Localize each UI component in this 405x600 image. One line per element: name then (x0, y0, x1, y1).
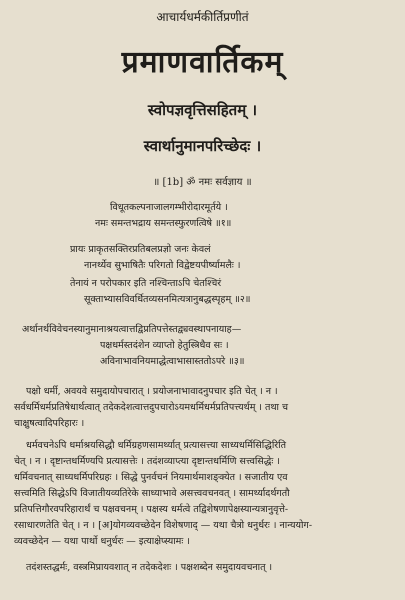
prose-line: पक्षो धर्मी, अवयवे समुदायोपचारात् । प्रयोजनाभावादनुपचार इति चेत् । न । (26, 386, 278, 397)
prose-line: सत्त्वमिति सिद्धेऽपि विजातीयव्यतिरेके साध्याभावे असत्त्ववचनवत् । सामर्थ्यादर्थगतौ (14, 488, 290, 499)
prose-line: तदंशस्तद्धर्मः, वस्त्रमिप्रायवशात् न तदेकदेशः । पक्षशब्देन समुदायवचनात् । (26, 562, 273, 573)
verse-line: नमः समन्तभद्राय समन्तस्फुरणत्विषे ॥१॥ (95, 218, 232, 229)
verse-line: विधूतकल्पनाजालगम्भीरोदारमूर्तये । (110, 202, 228, 213)
work-title: प्रमाणवार्तिकम् (121, 45, 284, 80)
verse-line: पक्षधर्मस्तदंशेन व्याप्तो हेतुस्त्रिधैव सः । (100, 340, 229, 351)
subtitle: स्वोपज्ञवृत्तिसहितम् । (147, 101, 258, 119)
prose-line: चाक्षुषत्वादिपरिहारः । (14, 418, 85, 429)
verse-line: नानर्थ्येव सुभाषितैः परिगतो विद्वेष्टयपीर्ष्यामलैः । (84, 260, 241, 271)
intro-line: अर्थानर्थविवेचनस्यानुमानाश्रयत्वात्तद्विप्रतिपत्तेस्तद्व्यवस्थापनायाह— (22, 324, 242, 335)
prose-line: रसाधारणतेति चेत् । न । [अ]योगव्यवच्छेदेन विशेषणाद् — यथा चैत्रो धनुर्धरः । नान्ययोग- (14, 520, 313, 531)
invocation-marker: ॥ [1b] ॐ नमः सर्वज्ञाय ॥ (153, 177, 252, 188)
prose-line: व्यवच्छेदेन — यथा पार्थो धनुर्धरः — इत्याक्षेप्स्यामः । (14, 536, 190, 547)
verse-line: अविनाभावनियमाद्धेत्वाभासास्ततोऽपरे ॥३॥ (100, 356, 245, 367)
author-line: आचार्यधर्मकीर्तिप्रणीतं (156, 10, 249, 24)
chapter-title: स्वार्थानुमानपरिच्छेदः । (143, 137, 262, 155)
verse-line: सूक्ताभ्यासविवर्धितव्यसनमित्यत्रानुबद्धस्पृहम् ॥२॥ (84, 294, 251, 305)
verse-line: प्रायः प्राकृतसक्तिरप्रतिबलप्रज्ञो जनः केवलं (70, 244, 211, 255)
prose-line: प्रतिपत्तिगौरवपरिहारार्थं च पक्षवचनम् । पक्षस्य धर्मत्वे तद्विशेषणापेक्षस्यान्यत्रानुवृत्ते- (14, 504, 289, 515)
verse-line: तेनायं न परोपकार इति नश्चिन्ताऽपि चेतश्चिरं (70, 278, 222, 289)
prose-line: धर्मिवचनात् साध्यधर्मिपरिग्रहः । सिद्धे पुनर्वचनं नियमार्थमाशङ्क्येत । सजातीय एव (14, 472, 288, 483)
prose-line: चेत् । न । दृष्टान्तधर्मिण्यपि प्रत्यासत्तेः । तदंशव्याप्त्या दृष्टान्तधर्मिणि सत्त्वसिद्धेः । (14, 456, 280, 467)
prose-line: धर्मवचनेऽपि धर्माश्रयसिद्धौ धर्मिग्रहणसामर्थ्यात् प्रत्यासत्त्या साध्यधर्मिसिद्धिरिति (26, 440, 287, 451)
prose-line: सर्वधर्मिधर्मप्रतिषेधार्थत्वात् तदेकदेशत्वात्तदुपचारोऽयमधर्मिधर्मप्रतिपत्त्यर्थम् । तथा च (14, 402, 289, 413)
